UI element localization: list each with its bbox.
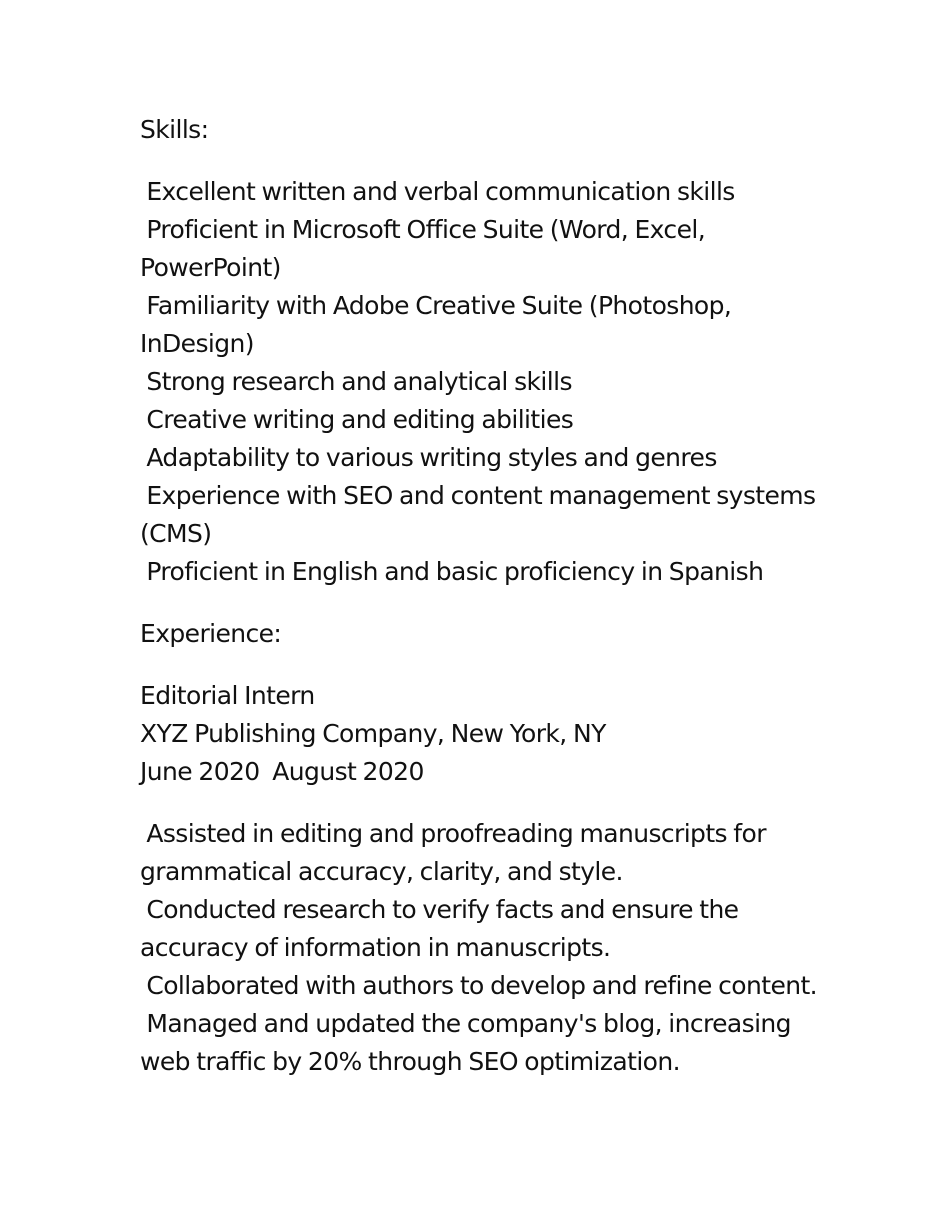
skill-item bbox=[140, 401, 840, 439]
bullet-text: Collaborated with authors to develop and refine content. bbox=[146, 971, 818, 1000]
section-spacer bbox=[140, 149, 840, 173]
skill-item bbox=[140, 363, 840, 401]
skill-text: Creative writing and editing abilities bbox=[146, 405, 574, 434]
skill-text: Proficient in Microsoft Office Suite (Word, Excel, PowerPoint) bbox=[140, 215, 706, 282]
section-spacer bbox=[140, 791, 840, 815]
experience-bullet bbox=[140, 1005, 840, 1081]
skill-item bbox=[140, 439, 840, 477]
skill-text: Excellent written and verbal communication skills bbox=[146, 177, 735, 206]
experience-bullet bbox=[140, 967, 840, 1005]
employment-dates: June 2020 August 2020 bbox=[140, 757, 424, 786]
skills-list bbox=[140, 173, 840, 591]
skill-item bbox=[140, 477, 840, 553]
section-spacer bbox=[140, 653, 840, 677]
skill-text: Adaptability to various writing styles and genres bbox=[146, 443, 717, 472]
skill-item bbox=[140, 287, 840, 363]
experience-heading: Experience: bbox=[140, 619, 282, 648]
skill-text: Familiarity with Adobe Creative Suite (Photoshop, InDesign) bbox=[140, 291, 732, 358]
job-title: Editorial Intern bbox=[140, 681, 315, 710]
skill-item bbox=[140, 211, 840, 287]
skill-text: Proficient in English and basic proficiency in Spanish bbox=[146, 557, 764, 586]
skill-text: Strong research and analytical skills bbox=[146, 367, 572, 396]
skill-item bbox=[140, 173, 840, 211]
section-spacer bbox=[140, 591, 840, 615]
experience-bullets bbox=[140, 815, 840, 1081]
bullet-text: Assisted in editing and proofreading manuscripts for grammatical accuracy, clarity, and style. bbox=[140, 819, 766, 886]
resume-page bbox=[140, 111, 840, 1081]
company-location: XYZ Publishing Company, New York, NY bbox=[140, 719, 606, 748]
bullet-text: Managed and updated the company's blog, increasing web traffic by 20% through SEO optimization. bbox=[140, 1009, 791, 1076]
skill-item bbox=[140, 553, 840, 591]
skills-heading: Skills: bbox=[140, 115, 209, 144]
skill-text: Experience with SEO and content management systems (CMS) bbox=[140, 481, 816, 548]
experience-bullet bbox=[140, 891, 840, 967]
experience-bullet bbox=[140, 815, 840, 891]
bullet-text: Conducted research to verify facts and ensure the accuracy of information in manuscripts. bbox=[140, 895, 739, 962]
